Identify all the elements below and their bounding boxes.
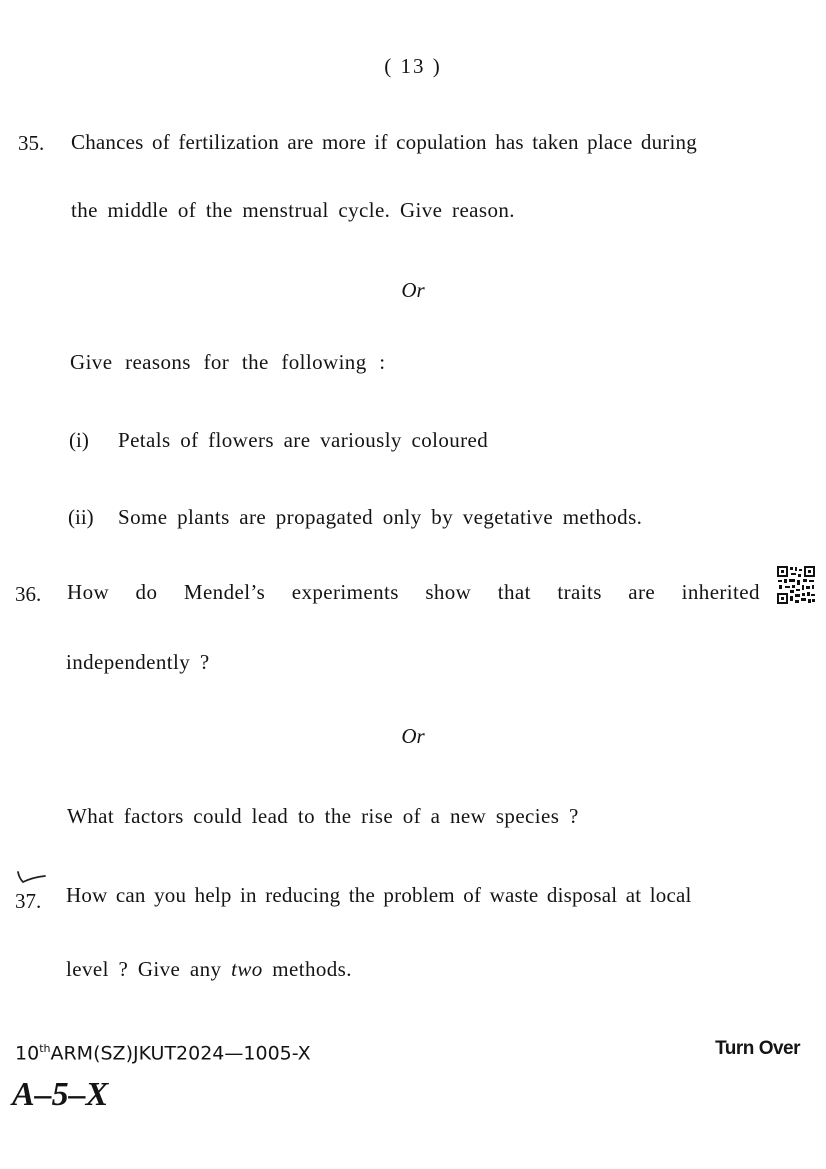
question-text-line: the middle of the menstrual cycle. Give reason.: [71, 198, 515, 222]
sub-item-number: (ii): [68, 505, 94, 529]
page-number: ( 13 ): [384, 54, 442, 78]
word: show: [425, 580, 472, 604]
word: do: [135, 580, 158, 604]
alternative-question-intro: Give reasons for the following :: [70, 350, 386, 374]
paper-code: [15, 1042, 311, 1064]
or-separator: Or: [401, 724, 425, 748]
question-text-line: Chances of fertilization are more if copulation has taken place during: [71, 130, 697, 154]
set-code: A–5–X: [12, 1076, 109, 1113]
question-text-line: How can you help in reducing the problem of waste disposal at local: [66, 883, 692, 907]
word: experiments: [291, 580, 399, 604]
paper-code-prefix: 10: [15, 1042, 40, 1065]
word: How: [67, 580, 110, 604]
question-text-line: [66, 957, 352, 982]
word: are: [628, 580, 656, 604]
sub-item-text: Petals of flowers are variously coloured: [118, 428, 489, 452]
question-text-line: independently ?: [66, 650, 210, 674]
word: traits: [557, 580, 602, 604]
turn-over-label: Turn Over: [715, 1038, 800, 1059]
alternative-question-text: What factors could lead to the rise of a new species ?: [67, 804, 579, 828]
question-number: 35.: [18, 131, 45, 155]
question-number: 36.: [15, 582, 42, 606]
word: Mendel’s: [183, 580, 266, 604]
paper-code-superscript: th: [39, 1042, 51, 1055]
word: that: [497, 580, 531, 604]
sub-item-number: (i): [69, 428, 89, 452]
qr-code-icon: [776, 565, 816, 605]
emphasis-text: two: [231, 957, 263, 981]
text-segment: level ? Give any: [66, 957, 232, 981]
sub-item-text: Some plants are propagated only by vegetative methods.: [118, 505, 643, 529]
or-separator: Or: [401, 278, 425, 302]
word: inherited: [681, 580, 760, 604]
question-number: 37.: [15, 889, 42, 913]
paper-code-rest: ARM(SZ)JKUT2024—1005-X: [50, 1042, 311, 1065]
question-text-line: [67, 580, 760, 605]
text-segment: methods.: [262, 957, 352, 981]
